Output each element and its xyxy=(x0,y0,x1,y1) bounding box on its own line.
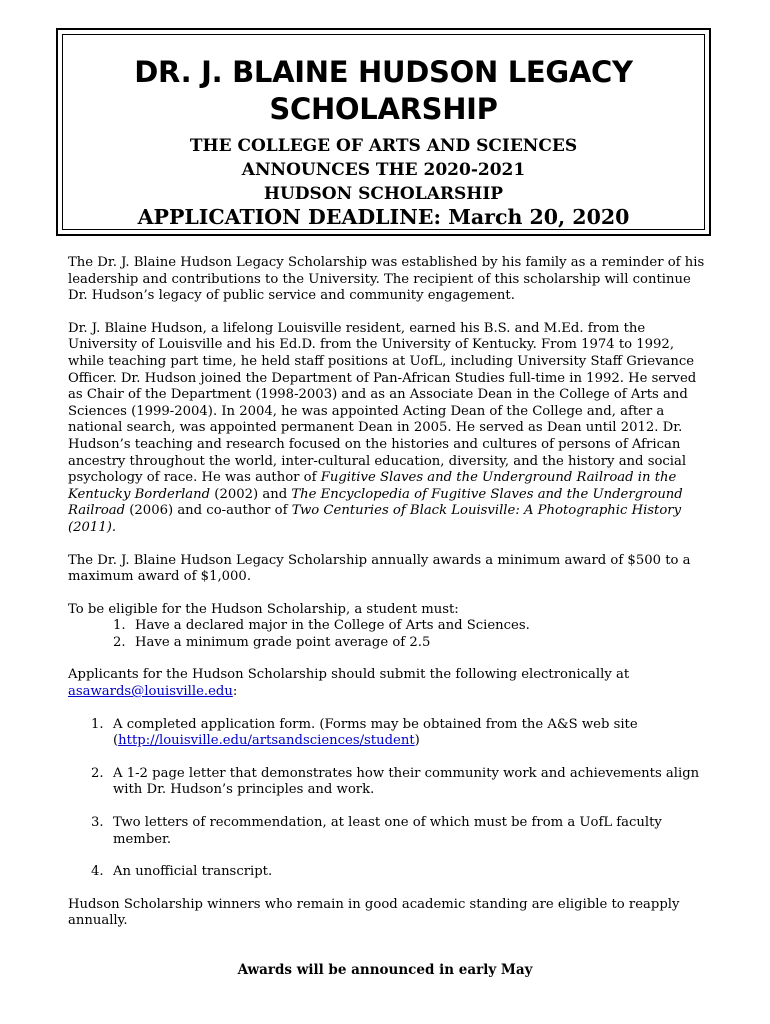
title-line-1: DR. J. BLAINE HUDSON LEGACY xyxy=(134,55,633,89)
eligibility-intro: To be eligible for the Hudson Scholarship, a student must: xyxy=(68,601,459,617)
application-deadline: APPLICATION DEADLINE: March 20, 2020 xyxy=(137,205,630,229)
header-box xyxy=(56,28,711,236)
scholarship-title xyxy=(58,54,709,128)
biography-paragraph xyxy=(68,321,708,537)
subtitle-line-3: HUDSON SCHOLARSHIP xyxy=(263,184,504,204)
document-body xyxy=(68,255,708,930)
list-item: 2. A 1-2 page letter that demonstrates how their community work and achievements align with Dr. Hudson’s principles and work. xyxy=(91,765,700,798)
email-link[interactable]: asawards@louisville.edu xyxy=(68,684,233,700)
awards-announcement: Awards will be announced in early May xyxy=(237,962,533,978)
title-line-2: SCHOLARSHIP xyxy=(269,92,498,126)
reapply-paragraph: Hudson Scholarship winners who remain in good academic standing are eligible to reapply annually. xyxy=(68,896,680,929)
subtitle-line-1: THE COLLEGE OF ARTS AND SCIENCES xyxy=(189,136,578,156)
list-item: 4. An unofficial transcript. xyxy=(91,864,273,880)
list-item: 2. Have a minimum grade point average of 2.5 xyxy=(113,634,431,650)
application-form-link[interactable]: http://louisville.edu/artsandsciences/student xyxy=(118,733,415,749)
biography-text: Dr. J. Blaine Hudson, a lifelong Louisville resident, earned his B.S. and M.Ed. from the University of Louisville and his Ed.D. from the University of Kentucky. From 1974 to 1992, while teaching part time, he held staff positions at UofL, including University Staff Grievance Officer. Dr. Hudson joined the Department of Pan-African Studies full-time in 1992. He served as Chair of the Department (1998-2003) and as an Associate Dean in the College of Arts and Sciences (1999-2004). In 2004, he was appointed Acting Dean of the College and, after a national search, was appointed permanent Dean in 2005. He served as Dean until 2012. Dr. Hudson’s teaching and research focused on the histories and cultures of persons of African ancestry throughout the world, inter-cultural education, diversity, and the history and social psychology of race. He was author of xyxy=(68,320,697,486)
list-item: 1. Have a declared major in the College of Arts and Sciences. xyxy=(113,618,530,634)
award-amount-paragraph: The Dr. J. Blaine Hudson Legacy Scholarship annually awards a minimum award of $500 to a maximum award of $1,000. xyxy=(68,552,691,585)
list-item: 3. Two letters of recommendation, at least one of which must be from a UofL faculty member. xyxy=(91,815,662,847)
eligibility-list xyxy=(68,618,708,651)
book-title-1: Fugitive Slaves and the Underground Railroad in the Kentucky Borderland xyxy=(68,470,677,502)
book-title-3: Two Centuries of Black Louisville: A Photographic History (2011). xyxy=(68,503,682,535)
book-year-2: (2006) and co-author of xyxy=(125,503,292,519)
list-item: 1. A completed application form. (Forms may be obtained from the A&S web site (http://louisville.edu/artsandsciences/student) xyxy=(91,716,638,749)
subtitle-line-2: ANNOUNCES THE 2020-2021 xyxy=(241,160,526,180)
book-year-1: (2002) and xyxy=(210,486,292,502)
submission-intro: Applicants for the Hudson Scholarship should submit the following electronically at asawards@louisville.edu: xyxy=(68,667,630,700)
book-title-2: The Encyclopedia of Fugitive Slaves and the Underground Railroad xyxy=(68,486,683,519)
intro-paragraph: The Dr. J. Blaine Hudson Legacy Scholarship was established by his family as a reminder of his leadership and contributions to the University. The recipient of this scholarship will continue Dr. Hudson’s legacy of public service and community engagement. xyxy=(68,255,705,304)
requirements-list xyxy=(68,717,708,881)
